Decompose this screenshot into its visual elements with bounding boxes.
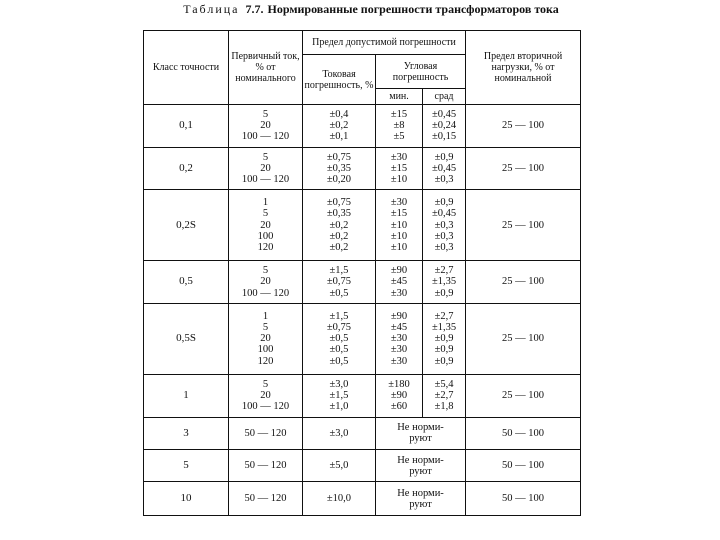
header-crad: срад <box>423 89 466 105</box>
primary-current-cell-value: 120 <box>257 242 274 254</box>
angular-error-minutes-cell-value: ±90 <box>390 265 408 277</box>
header-primary-current: Первичный ток, % от номинального <box>229 31 303 105</box>
secondary-load-cell: 25 — 100 <box>466 147 581 190</box>
primary-current-cell <box>229 374 303 417</box>
table-row <box>144 261 581 304</box>
table-row <box>144 374 581 417</box>
angular-error-minutes-cell <box>376 105 423 148</box>
primary-current-cell <box>229 449 303 481</box>
angular-error-minutes-cell-value: ±10 <box>390 230 408 242</box>
header-error-limit: Предел допустимой погрешности <box>303 31 466 55</box>
accuracy-class-cell: 0,1 <box>144 105 229 148</box>
primary-current-cell-value: 100 — 120 <box>241 174 290 186</box>
angular-error-crad-cell-value: ±0,9 <box>434 333 454 345</box>
angular-error-crad-cell-value: ±1,8 <box>434 401 454 413</box>
angular-error-minutes-cell-value: ±10 <box>390 174 408 186</box>
table-row <box>144 482 581 516</box>
accuracy-class-cell: 0,5 <box>144 261 229 304</box>
angular-error-minutes-cell-value: ±90 <box>390 310 408 322</box>
primary-current-cell-value: 5 <box>262 151 269 163</box>
angular-error-not-normalized-cell <box>376 417 466 449</box>
angular-error-crad-cell-value: ±0,3 <box>434 174 454 186</box>
angular-error-crad-cell-value: ±5,4 <box>434 378 454 390</box>
primary-current-cell-value: 100 — 120 <box>241 131 290 143</box>
primary-current-cell-value: 100 — 120 <box>241 401 290 413</box>
angular-error-crad-cell-value: ±0,24 <box>431 120 457 132</box>
table-row <box>144 147 581 190</box>
angular-error-minutes-cell <box>376 374 423 417</box>
current-error-cell-value: ±3,0 <box>329 378 349 390</box>
angular-error-minutes-cell-value: ±15 <box>390 109 408 120</box>
angular-error-minutes-cell-value: ±45 <box>390 276 408 288</box>
error-table <box>143 30 581 516</box>
current-error-cell-value: ±1,5 <box>329 310 349 322</box>
primary-current-cell-value: 100 <box>257 344 274 356</box>
angular-error-minutes-cell-value: ±30 <box>390 151 408 163</box>
angular-error-crad-cell-value: ±1,35 <box>431 276 457 288</box>
accuracy-class-cell: 0,2 <box>144 147 229 190</box>
angular-error-minutes-cell <box>376 261 423 304</box>
secondary-load-cell: 25 — 100 <box>466 105 581 148</box>
header-minutes: мин. <box>376 89 423 105</box>
current-error-cell-value: ±0,5 <box>329 333 349 345</box>
table-caption <box>146 2 596 16</box>
current-error-cell-value: ±0,20 <box>326 174 352 186</box>
angular-error-crad-cell-value: ±0,3 <box>434 242 454 254</box>
primary-current-cell-value: 50 — 120 <box>244 493 287 505</box>
angular-error-crad-cell-value: ±0,9 <box>434 151 454 163</box>
angular-error-crad-cell-value: ±0,45 <box>431 208 457 220</box>
primary-current-cell-value: 50 — 120 <box>244 460 287 472</box>
current-error-cell <box>303 374 376 417</box>
caption-label: Таблица <box>183 2 240 16</box>
table-row <box>144 190 581 261</box>
current-error-cell <box>303 449 376 481</box>
angular-error-minutes-cell-value: ±30 <box>390 197 408 209</box>
accuracy-class-cell: 1 <box>144 374 229 417</box>
table-row <box>144 105 581 148</box>
primary-current-cell <box>229 147 303 190</box>
angular-error-not-normalized-cell-value: Не норми- <box>397 487 444 499</box>
current-error-cell-value: ±0,75 <box>326 276 352 288</box>
angular-error-not-normalized-cell <box>376 449 466 481</box>
current-error-cell-value: ±0,2 <box>329 230 349 242</box>
current-error-cell-value: ±0,5 <box>329 355 349 367</box>
primary-current-cell-value: 20 <box>260 390 271 402</box>
table-row <box>144 449 581 481</box>
angular-error-minutes-cell-value: ±15 <box>390 208 408 220</box>
current-error-cell <box>303 147 376 190</box>
table-row <box>144 303 581 374</box>
current-error-cell-value: ±5,0 <box>329 460 349 472</box>
current-error-cell-value: ±3,0 <box>329 427 349 439</box>
current-error-cell-value: ±0,4 <box>329 109 349 120</box>
primary-current-cell-value: 20 <box>260 276 271 288</box>
angular-error-minutes-cell-value: ±10 <box>390 219 408 231</box>
current-error-cell-value: ±10,0 <box>326 493 352 505</box>
angular-error-crad-cell-value: ±2,7 <box>434 265 454 277</box>
angular-error-minutes-cell-value: ±45 <box>390 322 408 334</box>
angular-error-crad-cell <box>423 374 466 417</box>
primary-current-cell-value: 20 <box>260 120 271 132</box>
primary-current-cell-value: 20 <box>260 333 271 345</box>
current-error-cell <box>303 482 376 516</box>
current-error-cell-value: ±0,1 <box>329 131 349 143</box>
current-error-cell-value: ±0,35 <box>326 162 352 174</box>
angular-error-not-normalized-cell-value: руют <box>409 498 432 510</box>
header-current-error: Токовая погрешность, % <box>303 55 376 105</box>
primary-current-cell <box>229 303 303 374</box>
accuracy-class-cell: 10 <box>144 482 229 516</box>
primary-current-cell <box>229 417 303 449</box>
primary-current-cell-value: 100 <box>257 230 274 242</box>
secondary-load-cell: 25 — 100 <box>466 303 581 374</box>
current-error-cell-value: ±0,75 <box>326 197 352 209</box>
primary-current-cell-value: 5 <box>262 378 269 390</box>
current-error-cell <box>303 261 376 304</box>
angular-error-crad-cell-value: ±2,7 <box>434 390 454 402</box>
primary-current-cell-value: 1 <box>262 197 269 209</box>
current-error-cell-value: ±0,75 <box>326 151 352 163</box>
current-error-cell <box>303 303 376 374</box>
angular-error-crad-cell-value: ±0,3 <box>434 230 454 242</box>
angular-error-minutes-cell-value: ±30 <box>390 333 408 345</box>
primary-current-cell-value: 20 <box>260 162 271 174</box>
current-error-cell <box>303 417 376 449</box>
current-error-cell <box>303 190 376 261</box>
angular-error-minutes-cell-value: ±30 <box>390 355 408 367</box>
primary-current-cell-value: 100 — 120 <box>241 287 290 299</box>
primary-current-cell <box>229 261 303 304</box>
angular-error-minutes-cell-value: ±30 <box>390 287 408 299</box>
angular-error-minutes-cell-value: ±5 <box>393 131 405 143</box>
angular-error-not-normalized-cell-value: руют <box>409 433 432 445</box>
angular-error-crad-cell-value: ±0,9 <box>434 355 454 367</box>
primary-current-cell <box>229 482 303 516</box>
current-error-cell-value: ±0,35 <box>326 208 352 220</box>
current-error-cell-value: ±1,0 <box>329 401 349 413</box>
angular-error-crad-cell-value: ±0,9 <box>434 287 454 299</box>
angular-error-not-normalized-cell-value: руют <box>409 465 432 477</box>
caption-title: Нормированные погрешности трансформаторов тока <box>267 2 559 16</box>
header-secondary-load: Предел вторичной нагрузки, % от номинальной <box>466 31 581 105</box>
current-error-cell-value: ±0,5 <box>329 344 349 356</box>
secondary-load-cell: 50 — 100 <box>466 449 581 481</box>
secondary-load-cell: 50 — 100 <box>466 482 581 516</box>
primary-current-cell-value: 5 <box>262 265 269 277</box>
header-angular-error: Угловая погрешность <box>376 55 466 89</box>
caption-number: 7.7. <box>245 2 264 16</box>
primary-current-cell <box>229 190 303 261</box>
current-error-cell-value: ±0,2 <box>329 242 349 254</box>
primary-current-cell-value: 1 <box>262 310 269 322</box>
primary-current-cell <box>229 105 303 148</box>
error-table-container <box>143 30 580 516</box>
accuracy-class-cell: 3 <box>144 417 229 449</box>
primary-current-cell-value: 50 — 120 <box>244 427 287 439</box>
table-row <box>144 417 581 449</box>
angular-error-minutes-cell <box>376 147 423 190</box>
angular-error-crad-cell-value: ±0,9 <box>434 197 454 209</box>
current-error-cell-value: ±0,2 <box>329 219 349 231</box>
angular-error-crad-cell-value: ±0,3 <box>434 219 454 231</box>
angular-error-crad-cell <box>423 147 466 190</box>
current-error-cell-value: ±1,5 <box>329 390 349 402</box>
angular-error-minutes-cell-value: ±15 <box>390 162 408 174</box>
primary-current-cell-value: 20 <box>260 219 271 231</box>
accuracy-class-cell: 0,2S <box>144 190 229 261</box>
angular-error-not-normalized-cell <box>376 482 466 516</box>
secondary-load-cell: 25 — 100 <box>466 261 581 304</box>
angular-error-minutes-cell-value: ±10 <box>390 242 408 254</box>
angular-error-crad-cell-value: ±0,45 <box>431 162 457 174</box>
secondary-load-cell: 50 — 100 <box>466 417 581 449</box>
angular-error-crad-cell <box>423 190 466 261</box>
primary-current-cell-value: 5 <box>262 109 269 120</box>
primary-current-cell-value: 5 <box>262 208 269 220</box>
angular-error-crad-cell <box>423 303 466 374</box>
current-error-cell-value: ±1,5 <box>329 265 349 277</box>
header-class: Класс точности <box>144 31 229 105</box>
angular-error-crad-cell-value: ±0,9 <box>434 344 454 356</box>
angular-error-minutes-cell-value: ±60 <box>390 401 408 413</box>
angular-error-crad-cell-value: ±1,35 <box>431 322 457 334</box>
angular-error-not-normalized-cell-value: Не норми- <box>397 422 444 434</box>
current-error-cell-value: ±0,2 <box>329 120 349 132</box>
current-error-cell-value: ±0,75 <box>326 322 352 334</box>
secondary-load-cell: 25 — 100 <box>466 190 581 261</box>
angular-error-minutes-cell-value: ±8 <box>393 120 405 132</box>
angular-error-crad-cell <box>423 105 466 148</box>
current-error-cell-value: ±0,5 <box>329 287 349 299</box>
angular-error-not-normalized-cell-value: Не норми- <box>397 454 444 466</box>
primary-current-cell-value: 5 <box>262 322 269 334</box>
angular-error-crad-cell-value: ±0,15 <box>431 131 457 143</box>
angular-error-minutes-cell-value: ±180 <box>388 378 410 390</box>
angular-error-minutes-cell-value: ±30 <box>390 344 408 356</box>
angular-error-minutes-cell <box>376 303 423 374</box>
angular-error-crad-cell-value: ±0,45 <box>431 109 457 120</box>
angular-error-minutes-cell-value: ±90 <box>390 390 408 402</box>
accuracy-class-cell: 5 <box>144 449 229 481</box>
table-body <box>144 105 581 516</box>
secondary-load-cell: 25 — 100 <box>466 374 581 417</box>
accuracy-class-cell: 0,5S <box>144 303 229 374</box>
angular-error-crad-cell-value: ±2,7 <box>434 310 454 322</box>
current-error-cell <box>303 105 376 148</box>
primary-current-cell-value: 120 <box>257 355 274 367</box>
angular-error-crad-cell <box>423 261 466 304</box>
angular-error-minutes-cell <box>376 190 423 261</box>
